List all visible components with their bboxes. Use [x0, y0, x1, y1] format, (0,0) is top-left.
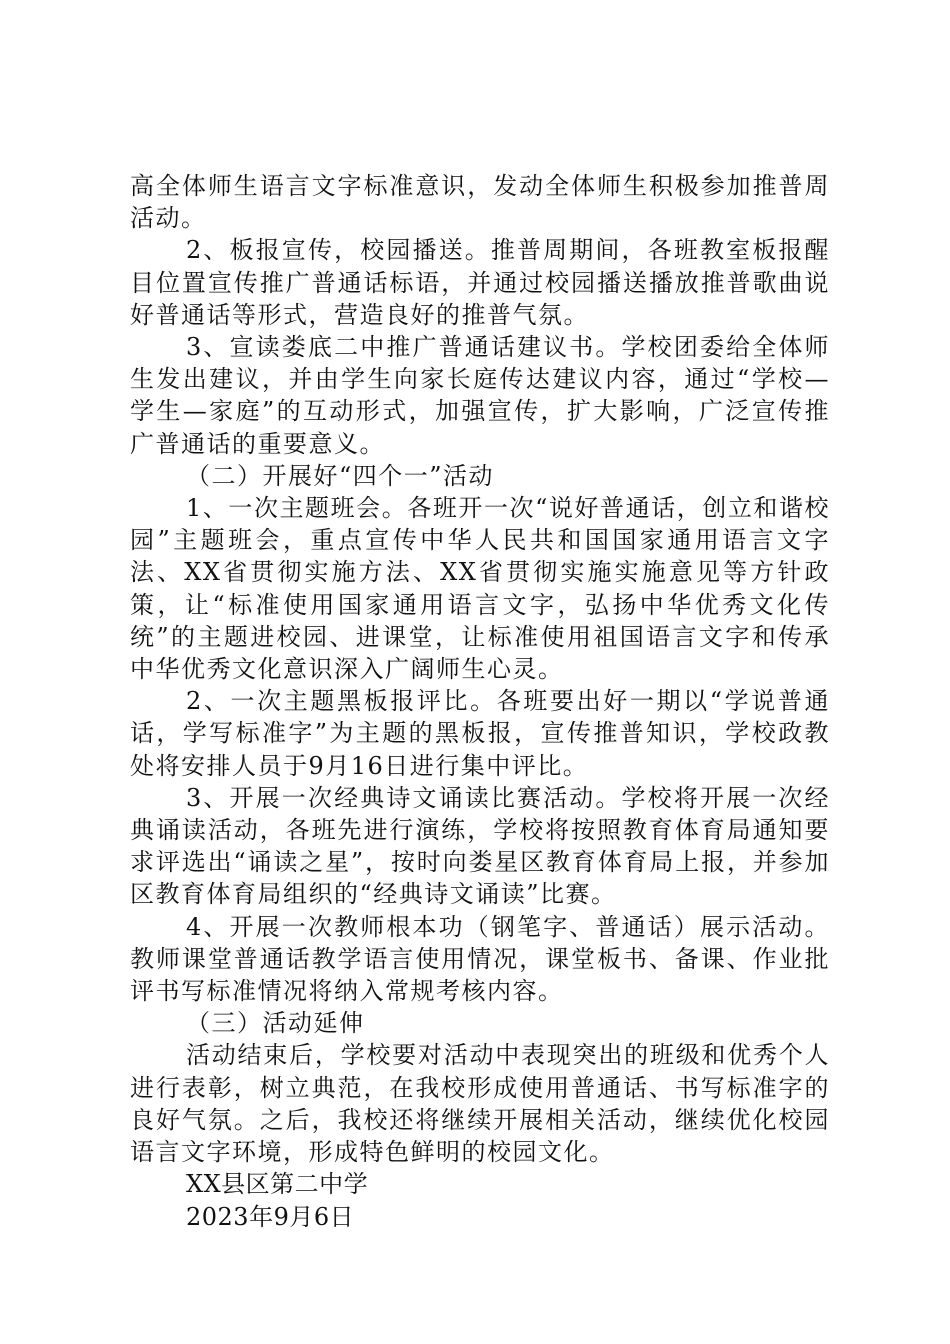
document-page [130, 170, 830, 1233]
paragraph-extension: 活动结束后，学校要对活动中表现突出的班级和优秀个人进行表彰，树立典范，在我校形成使用普通话、书写标准字的良好气氛。之后，我校还将继续开展相关活动，继续优化校园语言文字环境，形成特色鲜明的校园文化。 [130, 1041, 830, 1167]
paragraph-recitation: 3、开展一次经典诗文诵读比赛活动。学校将开展一次经典诵读活动，各班先进行演练，学校将按照教育体育局通知要求评选出“诵读之星”，按时向娄星区教育体育局上报，并参加区教育体育局组织的“经典诗文诵读”比赛。 [130, 783, 830, 909]
section-heading-four-ones: （二）开展好“四个一”活动 [186, 461, 495, 490]
paragraph-proposal: 3、宣读娄底二中推广普通话建议书。学校团委给全体师生发出建议，并由学生向家长庭传达建议内容，通过“学校—学生—家庭”的互动形式，加强宣传，扩大影响，广泛宣传推广普通话的重要意义。 [130, 333, 830, 458]
paragraph-continuation: 高全体师生语言文字标准意识，发动全体师生积极参加推普周活动。 [130, 172, 830, 233]
signature-date: 2023年9月6日 [186, 1202, 355, 1231]
paragraph-teacher-skills: 4、开展一次教师根本功（钢笔字、普通话）展示活动。教师课堂普通话教学语言使用情况，课堂板书、备课、作业批评书写标准情况将纳入常规考核内容。 [130, 912, 830, 1006]
section-heading-extension: （三）活动延伸 [186, 1009, 365, 1038]
paragraph-blackboard: 2、一次主题黑板报评比。各班要出好一期以“学说普通话，学写标准字”为主题的黑板报，宣传推普知识，学校政教处将安排人员于9月16日进行集中评比。 [130, 687, 830, 780]
paragraph-board-broadcast: 2、板报宣传，校园播送。推普周期间，各班教室板报醒目位置宣传推广普通话标语，并通过校园播送播放推普歌曲说好普通话等形式，营造良好的推普气氛。 [130, 236, 830, 329]
paragraph-class-meeting: 1、一次主题班会。各班开一次“说好普通话，创立和谐校园”主题班会，重点宣传中华人民共和国国家通用语言文字法、XX省贯彻实施方法、XX省贯彻实施实施意见等方针政策，让“标准使用国家通用语言文字，弘扬中华优秀文化传统”的主题进校园、进课堂，让标准使用祖国语言文字和传承中华优秀文化意识深入广阔师生心灵。 [130, 494, 830, 684]
signature-school: XX县区第二中学 [186, 1170, 369, 1199]
